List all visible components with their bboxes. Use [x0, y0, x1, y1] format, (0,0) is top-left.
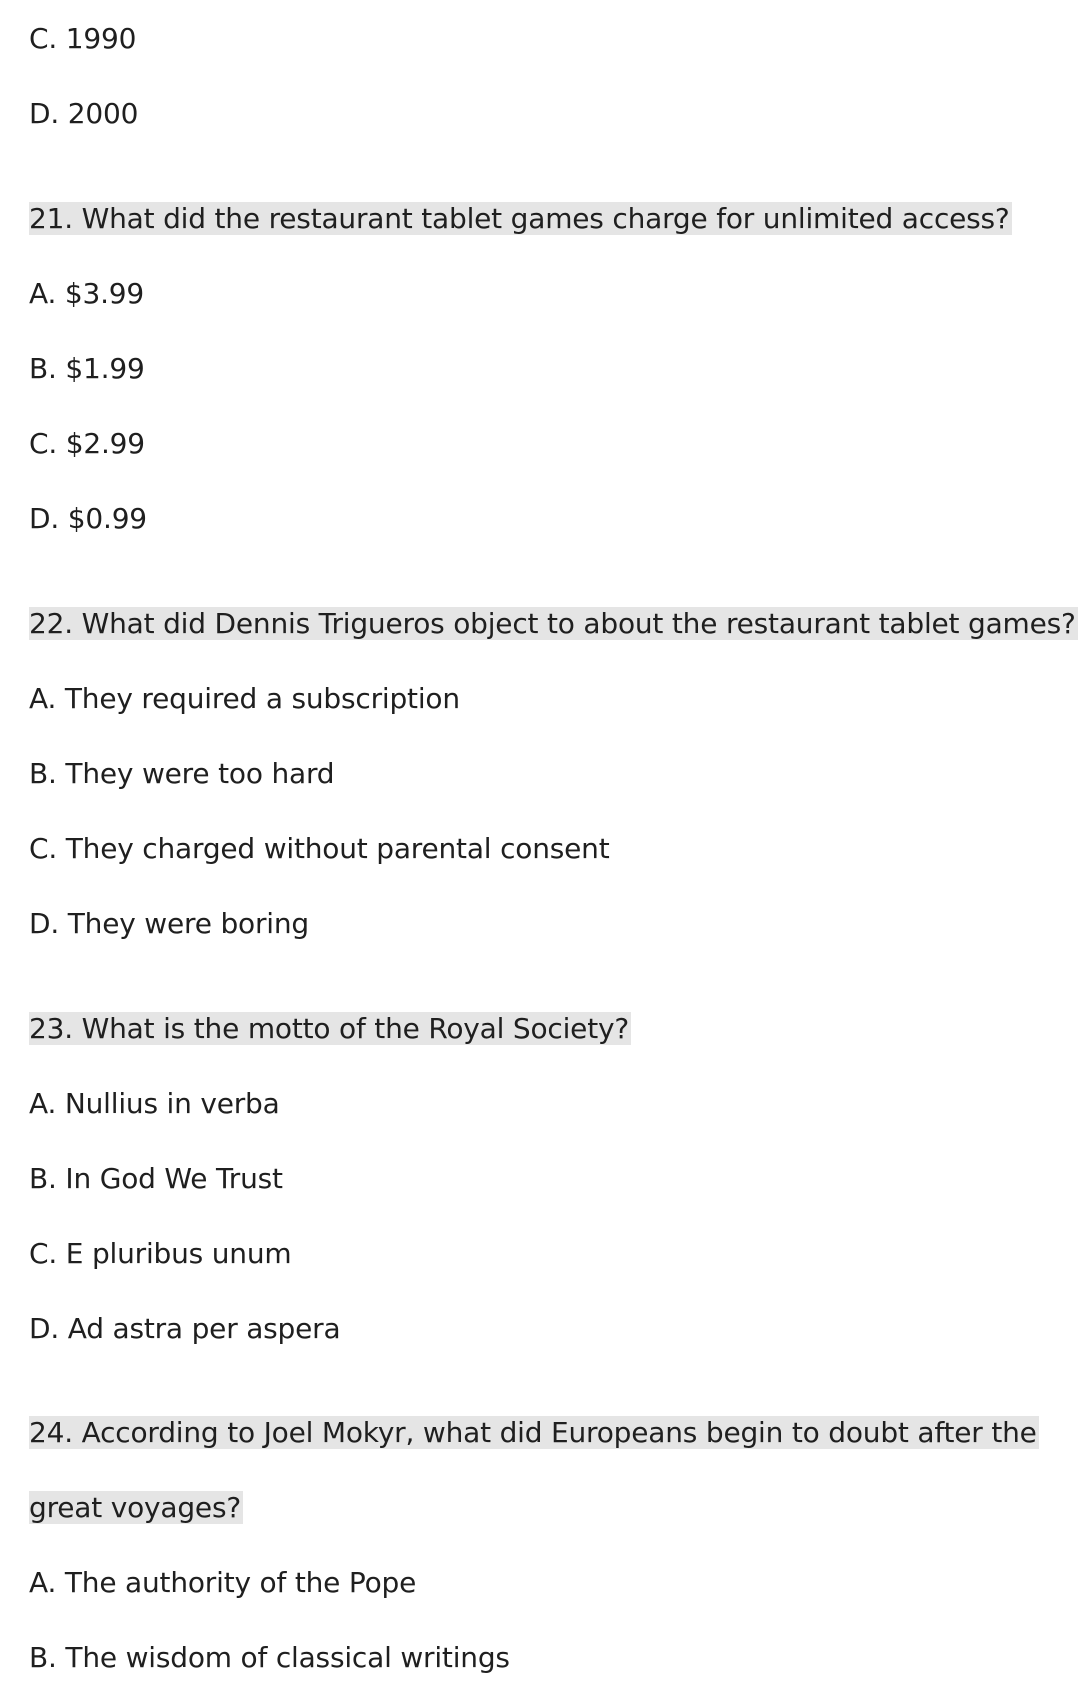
option-21a: A. $3.99	[29, 277, 145, 310]
question-23: 23. What is the motto of the Royal Society?	[29, 1012, 630, 1045]
option-21c: C. $2.99	[29, 427, 145, 460]
option-22d: D. They were boring	[29, 907, 309, 940]
option-23d: D. Ad astra per aspera	[29, 1312, 341, 1345]
option-23a: A. Nullius in verba	[29, 1087, 280, 1120]
question-24-line-2: great voyages?	[29, 1491, 242, 1524]
option-21b: B. $1.99	[29, 352, 145, 385]
option-24a: A. The authority of the Pope	[29, 1566, 417, 1599]
option-23c: C. E pluribus unum	[29, 1237, 292, 1270]
option-20d: D. 2000	[29, 97, 139, 130]
question-22: 22. What did Dennis Trigueros object to about the restaurant tablet games?	[29, 607, 1076, 640]
option-21d: D. $0.99	[29, 502, 147, 535]
option-24b: B. The wisdom of classical writings	[29, 1641, 510, 1674]
option-22c: C. They charged without parental consent	[29, 832, 610, 865]
option-22a: A. They required a subscription	[29, 682, 460, 715]
option-23b: B. In God We Trust	[29, 1162, 283, 1195]
option-22b: B. They were too hard	[29, 757, 335, 790]
option-20c: C. 1990	[29, 22, 137, 55]
question-24-line-1: 24. According to Joel Mokyr, what did Europeans begin to doubt after the	[29, 1416, 1037, 1449]
question-21: 21. What did the restaurant tablet games charge for unlimited access?	[29, 202, 1010, 235]
